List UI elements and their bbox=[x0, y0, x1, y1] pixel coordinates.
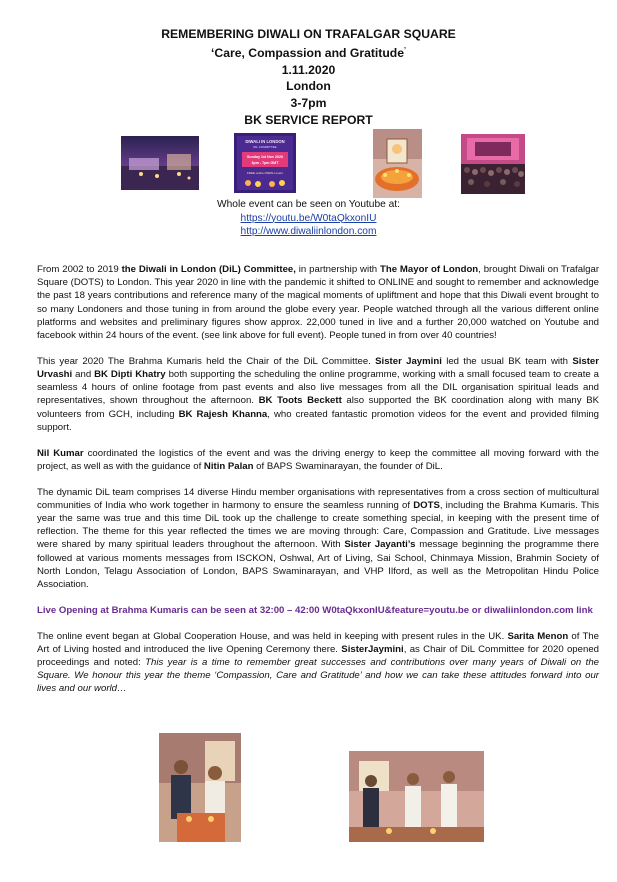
text-run: both supporting the scheduling the online programme, working with a small focused team to create a seamless 4 hours of online footage from past events and also live messages from all the DIL organisation spiritual leads and representatives, shown throughout the afternoon. bbox=[37, 369, 600, 407]
opening-ceremony-photo-2 bbox=[349, 751, 484, 842]
person-name: BK Dipti Khatry bbox=[94, 369, 166, 381]
trafalgar-night-photo bbox=[121, 136, 199, 190]
opening-ceremony-photo-1 bbox=[159, 733, 241, 842]
bottom-photo-strip bbox=[0, 733, 617, 843]
text-run: in partnership with bbox=[295, 264, 380, 275]
person-name: BK Toots Beckett bbox=[258, 395, 342, 407]
live-opening-notice: Live Opening at Brahma Kumaris can be seen at 32:00 – 42:00 W0taQkxonIU&feature=youtu.be or diwaliinlondon.com link bbox=[37, 604, 593, 616]
report-place: London bbox=[286, 79, 331, 94]
text-run: of The Art of Living hosted and introduced the live Opening Ceremony there. bbox=[37, 630, 599, 655]
person-name: BK Rajesh Khanna bbox=[178, 408, 268, 420]
text-run: , as Chair of DiL Committee for 2020 opened proceedings and noted: bbox=[37, 643, 599, 669]
poster-free-line: FREE online DIWALI event bbox=[246, 171, 284, 175]
subtitle-text: ‘Care, Compassion and Gratitude bbox=[211, 45, 405, 60]
text-run: This year 2020 The Brahma Kumaris held the Chair of the DiL Committee. bbox=[37, 355, 376, 367]
person-name: Sister Jayanti’s bbox=[344, 539, 416, 551]
report-header bbox=[0, 26, 617, 129]
person-name: SisterJaymini bbox=[341, 643, 404, 655]
poster-date: Sunday 1st Nov 2020 bbox=[247, 155, 283, 159]
text-run: , who created fantastic promotion videos for the event and provided filming support. bbox=[37, 408, 599, 433]
paragraph-bk-team bbox=[37, 355, 599, 434]
person-name: Sister Jaymini bbox=[375, 355, 442, 367]
text-run: From 2002 to 2019 bbox=[37, 264, 122, 275]
text-run: also supported the BK coordination along with many BK volunteers from GCH, including bbox=[37, 395, 599, 420]
quote-text: This year is a time to remember great successes and contributions over many years of Diwali on the Square. We honour this year the theme ‘Compassion, Care and Gratitude’ and how we can take these attitudes forward into our lives and our world… bbox=[37, 657, 599, 695]
report-date: 1.11.2020 bbox=[281, 62, 336, 77]
crowd-stage-photo bbox=[461, 134, 525, 194]
text-run: of BAPS Swaminarayan, the founder of DiL. bbox=[253, 460, 443, 472]
subtitle-mark: ’ bbox=[404, 46, 406, 54]
paragraph-opening bbox=[37, 630, 599, 696]
person-name: Nil Kumar bbox=[37, 447, 84, 459]
report-subtitle bbox=[0, 43, 617, 62]
youtube-link[interactable]: https://youtu.be/W0taQkxonIU bbox=[240, 212, 377, 224]
links-intro: Whole event can be seen on Youtube at: bbox=[217, 199, 400, 210]
text-run: and bbox=[72, 369, 95, 381]
paragraph-logistics bbox=[37, 447, 599, 473]
report-label: BK SERVICE REPORT bbox=[244, 113, 373, 128]
website-link[interactable]: http://www.diwaliinlondon.com bbox=[240, 226, 377, 238]
paragraph-team bbox=[37, 486, 599, 592]
report-title: REMEMBERING DIWALI ON TRAFALGAR SQUARE bbox=[161, 27, 456, 41]
paragraph-intro bbox=[37, 263, 599, 342]
dil-committee-name: the Diwali in London (DiL) Committee, bbox=[121, 264, 296, 275]
mayor-name: The Mayor of London bbox=[379, 264, 479, 275]
top-photo-strip bbox=[0, 131, 617, 199]
dots-name: DOTS bbox=[413, 499, 440, 511]
video-links bbox=[0, 198, 617, 239]
person-name: Nitin Palan bbox=[203, 460, 254, 472]
shrine-photo bbox=[373, 129, 422, 198]
report-body bbox=[37, 263, 599, 708]
poster-title: DIWALI IN LONDON bbox=[245, 139, 285, 144]
text-run: , including the Brahma Kumaris. This year the same was true and this time DiL took up the challenge to create something special, in keeping with the present time of reflection. The theme for this year reflected the times we are moving through: Care, Compassion and Gratitude. Live messages were shared by many spiritual leaders throughout the afternoon. With bbox=[37, 499, 599, 551]
text-run: , brought Diwali on Trafalgar Square (DOTS) to London. This year 2020 in line with the pandemic it shifted to ONLINE and sought to remember and acknowledge the past 18 years contributions and reference many of the magical moments of upliftment and hope that this Diwali event brought to so many Londoners and those tuning in from around the globe every year. People watched through all the various different online platforms and websites and preliminary figures show approx. 22,000 tuned in live and a further 20,000 watched on Youtube and facebook within 24 hours of the event. (see link above for full event). People tuned in from over 40 countries! bbox=[37, 264, 600, 342]
poster-subtitle: DIL COMMITTEE bbox=[253, 145, 277, 149]
diwali-poster-image bbox=[234, 133, 296, 193]
person-name: Sarita Menon bbox=[507, 630, 569, 642]
text-run: The dynamic DiL team comprises 14 diverse Hindu member organisations with representatives from a cross section of multicultural communities of India who work together in harmony to ensure the seamless running of bbox=[37, 486, 599, 511]
text-run: The online event began at Global Cooperation House, and was held in keeping with present rules in the UK. bbox=[37, 630, 508, 642]
text-run: message beginning the programme there followed at various moments messages from ISCKON, Oshwal, Art of Living, Sai School, Chinmaya Mission, Brahmin Society of North London, Telagu Association of London, BAPS Swaminarayan, and VHP Ilford, as well as the Metropolitan Hindu Police Association. bbox=[37, 539, 599, 591]
report-time: 3-7pm bbox=[290, 96, 327, 111]
text-run: led the usual BK team with bbox=[441, 355, 573, 367]
person-name: Sister Urvashi bbox=[37, 355, 599, 381]
poster-time: 3pm - 7pm GMT bbox=[251, 161, 279, 165]
text-run: coordinated the logistics of the event and was the driving energy to keep the committee all moving forward with the project, as well as with the guidance of bbox=[37, 447, 599, 472]
